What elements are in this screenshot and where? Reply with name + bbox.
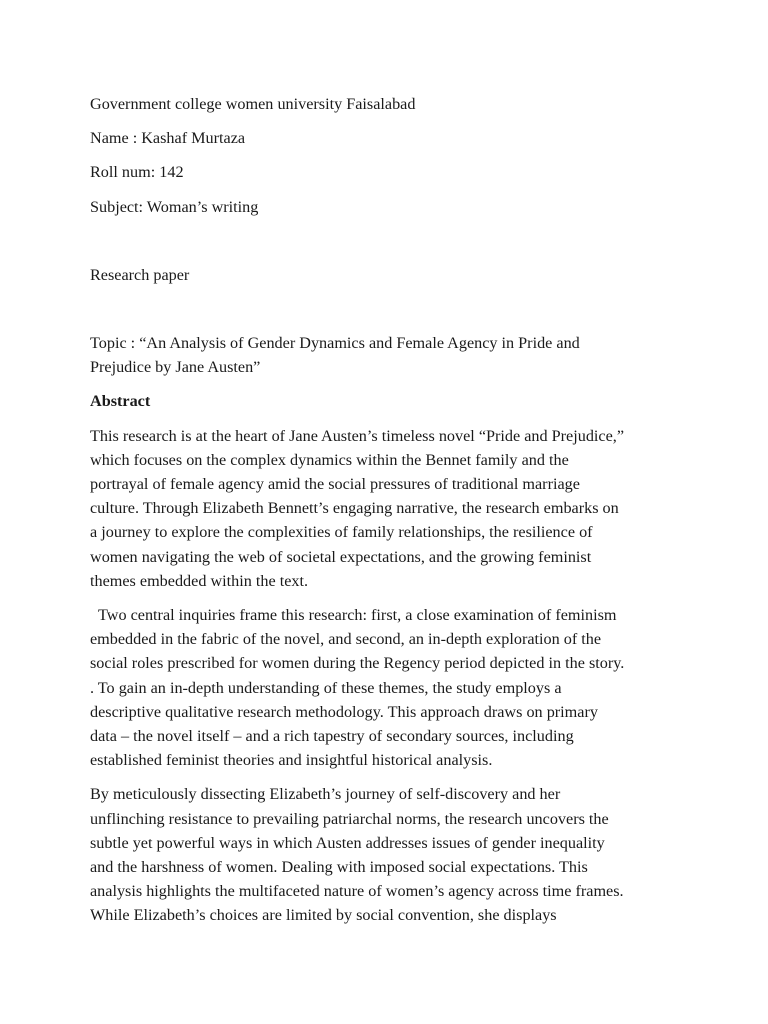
subject-line: Subject: Woman’s writing [90, 197, 259, 216]
topic [90, 331, 680, 379]
institution-line: Government college women university Faisalabad [90, 95, 416, 113]
text-line: By meticulously dissecting Elizabeth’s journey of self-discovery and her [90, 785, 561, 804]
text-line: themes embedded within the text. [90, 571, 309, 590]
spacer [90, 297, 680, 331]
text-line: women navigating the web of societal expectations, and the growing feminist [90, 547, 592, 566]
topic-line-2: Prejudice by Jane Austen” [90, 358, 261, 377]
text-line: subtle yet powerful ways in which Austen addresses issues of gender inequality [90, 833, 605, 852]
text-line: analysis highlights the multifaceted nature of women’s agency across time frames. [90, 882, 624, 901]
document-type: Research paper [90, 265, 190, 284]
roll-number: Roll num: 142 [90, 163, 184, 182]
text-line: . To gain an in-depth understanding of these themes, the study employs a [90, 678, 562, 697]
document-page [90, 92, 680, 938]
abstract-paragraph-3 [90, 782, 680, 927]
text-line: data – the novel itself – and a rich tapestry of secondary sources, including [90, 727, 574, 746]
text-line: which focuses on the complex dynamics within the Bennet family and the [90, 450, 569, 469]
text-line: portrayal of female agency amid the social pressures of traditional marriage [90, 475, 580, 494]
text-line: culture. Through Elizabeth Bennett’s engaging narrative, the research embarks on [90, 499, 619, 518]
abstract-paragraph-1 [90, 424, 680, 593]
text-line: and the harshness of women. Dealing with imposed social expectations. This [90, 858, 588, 877]
text-line: a journey to explore the complexities of family relationships, the resilience of [90, 523, 593, 542]
text-line: This research is at the heart of Jane Austen’s timeless novel “Pride and Prejudice,” [90, 426, 625, 445]
text-line: established feminist theories and insightful historical analysis. [90, 751, 493, 770]
spacer [90, 229, 680, 263]
text-line: embedded in the fabric of the novel, and second, an in-depth exploration of the [90, 630, 602, 649]
abstract-heading: Abstract [90, 392, 151, 411]
student-name: Name : Kashaf Murtaza [90, 129, 246, 148]
text-line: While Elizabeth’s choices are limited by social convention, she displays [90, 906, 557, 925]
text-line: descriptive qualitative research methodology. This approach draws on primary [90, 702, 598, 721]
text-line: social roles prescribed for women during the Regency period depicted in the story. [90, 654, 625, 673]
text-line: Two central inquiries frame this research: first, a close examination of feminism [98, 606, 617, 625]
text-line: unflinching resistance to prevailing patriarchal norms, the research uncovers the [90, 809, 609, 828]
abstract-paragraph-2 [90, 603, 680, 772]
topic-line-1: Topic : “An Analysis of Gender Dynamics and Female Agency in Pride and [90, 334, 580, 353]
